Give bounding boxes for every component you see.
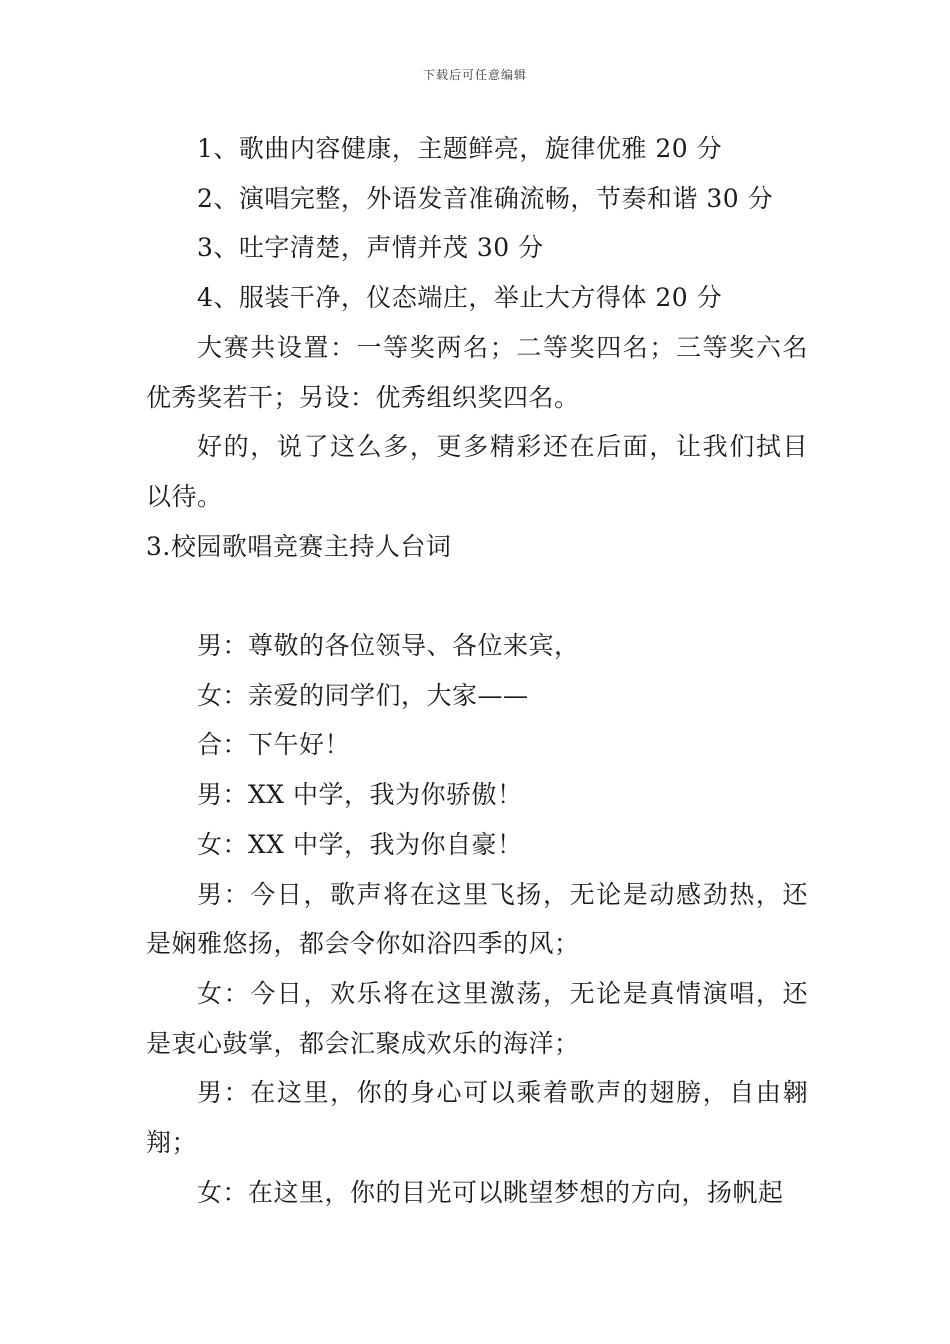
awards-paragraph: 大赛共设置：一等奖两名；二等奖四名；三等奖六名优秀奖若干；另设：优秀组织奖四名。 bbox=[146, 332, 808, 412]
script-line: 女：今日，欢乐将在这里激荡，无论是真情演唱，还是衷心鼓掌，都会汇聚成欢乐的海洋； bbox=[146, 978, 808, 1058]
document-body bbox=[146, 124, 808, 1217]
scoring-item: 3、吐字清楚，声情并茂 30 分 bbox=[197, 233, 544, 263]
script-line: 男：XX 中学，我为你骄傲！ bbox=[197, 780, 523, 810]
scoring-item: 2、演唱完整，外语发音准确流畅，节奏和谐 30 分 bbox=[197, 183, 774, 213]
script-line: 男：今日，歌声将在这里飞扬，无论是动感劲热，还是娴雅悠扬，都会令你如浴四季的风； bbox=[146, 879, 808, 959]
script-line: 女：亲爱的同学们，大家—— bbox=[197, 680, 529, 710]
section-title: 3.校园歌唱竞赛主持人台词 bbox=[146, 531, 452, 561]
closing-paragraph: 好的，说了这么多，更多精彩还在后面，让我们拭目以待。 bbox=[146, 432, 808, 511]
script-line: 女：在这里，你的目光可以眺望梦想的方向，扬帆起 bbox=[197, 1177, 784, 1207]
scoring-item: 1、歌曲内容健康，主题鲜亮，旋律优雅 20 分 bbox=[197, 134, 723, 163]
script-line: 男：在这里，你的身心可以乘着歌声的翅膀，自由翱翔； bbox=[146, 1078, 808, 1158]
script-line: 男：尊敬的各位领导、各位来宾， bbox=[197, 631, 580, 661]
script-line: 女：XX 中学，我为你自豪！ bbox=[197, 829, 523, 859]
script-line: 合：下午好！ bbox=[197, 730, 351, 760]
page-header-note: 下载后可任意编辑 bbox=[422, 68, 527, 82]
scoring-item: 4、服装干净，仪态端庄，举止大方得体 20 分 bbox=[197, 283, 723, 313]
blank-line bbox=[146, 571, 808, 621]
